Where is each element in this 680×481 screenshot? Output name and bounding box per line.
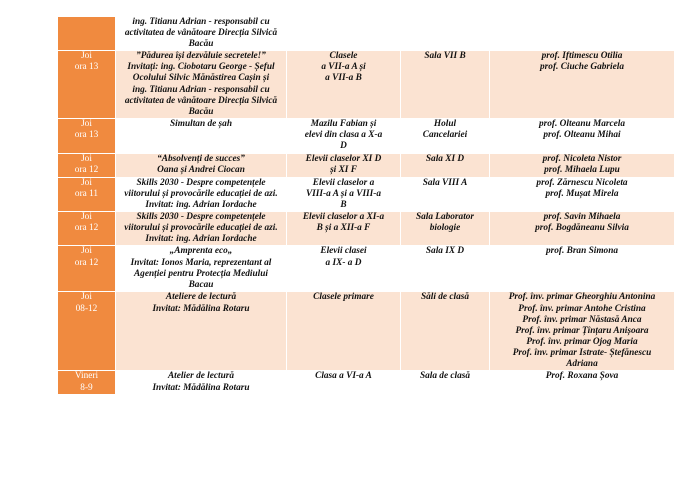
- cell-teachers: [490, 51, 675, 119]
- participants-line: B: [340, 200, 347, 211]
- cell-location: [401, 212, 490, 246]
- cell-teachers: [490, 17, 675, 51]
- teachers-line: prof. Bogdăneanu Silvia: [535, 223, 629, 234]
- cell-teachers: [490, 153, 675, 177]
- activity-line: Atelier de lectură: [167, 371, 235, 382]
- cell-activity: [116, 292, 287, 371]
- teachers-line: prof. Olteanu Mihai: [543, 129, 621, 140]
- cell-teachers: [490, 177, 675, 211]
- activity-line: Bacău: [188, 39, 214, 50]
- when-line: Joi: [81, 51, 92, 62]
- activity-line: Skills 2030 - Despre competențele: [136, 212, 266, 223]
- participants-line: Mazilu Fabian și: [310, 118, 377, 129]
- participants-line: Clasa a VI-a A: [315, 371, 372, 382]
- teachers-line: prof. Bran Simona: [545, 246, 619, 257]
- activity-line: “Absolvenți de succes”: [157, 153, 245, 164]
- cell-participants: [287, 371, 401, 395]
- teachers-line: prof. Mușat Mirela: [545, 188, 619, 199]
- activity-line: Ateliere de lectură: [165, 292, 237, 303]
- cell-participants: [287, 212, 401, 246]
- teachers-line: prof. Olteanu Marcela: [539, 118, 625, 129]
- cell-activity: [116, 246, 287, 292]
- activity-line: „Amprenta eco„: [169, 246, 233, 257]
- cell-when: [58, 118, 116, 153]
- cell-location: [401, 371, 490, 395]
- teachers-line: prof. Ciuche Gabriela: [540, 62, 624, 73]
- when-line: ora 12: [74, 164, 99, 175]
- location-line: Cancelariei: [422, 129, 468, 140]
- teachers-line: Prof. înv. primar Năstasă Anca: [522, 314, 642, 325]
- cell-location: [401, 51, 490, 119]
- activity-line: viitorului și provocările educației de azi.: [124, 223, 278, 234]
- cell-when: [58, 51, 116, 119]
- participants-line: Elevii claselor a: [312, 177, 375, 188]
- participants-line: și XI F: [330, 164, 357, 175]
- teachers-line: Prof. Roxana Șova: [545, 371, 619, 382]
- location-line: Sala XI D: [425, 153, 465, 164]
- activity-line: Simultan de șah: [169, 118, 232, 129]
- cell-participants: [287, 153, 401, 177]
- table-row: [58, 246, 675, 292]
- when-line: ora 12: [74, 223, 99, 234]
- activity-line: ing. Titianu Adrian - responsabil cu: [132, 17, 270, 27]
- participants-line: Clasele: [329, 51, 358, 62]
- cell-location: [401, 246, 490, 292]
- activity-line: Invitat: Mădălina Rotaru: [152, 382, 250, 393]
- participants-line: Clasele primare: [313, 292, 374, 303]
- participants-line: B și a XII-a F: [316, 223, 371, 234]
- participants-line: elevi din clasa a X-a: [304, 129, 383, 140]
- table-row: [58, 292, 675, 371]
- when-line: ora 13: [74, 129, 99, 140]
- when-line: ora 11: [74, 188, 99, 199]
- teachers-line: Prof. înv. primar Țînțaru Anișoara: [515, 325, 649, 336]
- participants-line: Elevii claselor a XI-a: [302, 212, 385, 223]
- cell-participants: [287, 246, 401, 292]
- cell-activity: [116, 17, 287, 51]
- when-line: Joi: [81, 177, 92, 188]
- activity-line: Invitat: Mădălina Rotaru: [152, 303, 250, 314]
- cell-teachers: [490, 246, 675, 292]
- when-line: Joi: [81, 118, 92, 129]
- activity-schedule-table: [57, 16, 675, 395]
- activity-line: Bacau: [188, 279, 214, 290]
- location-line: Sala Laborator: [415, 212, 475, 223]
- location-line: Sala IX D: [425, 246, 465, 257]
- table-row: [58, 177, 675, 211]
- teachers-line: prof. Nicoleta Nistor: [542, 153, 622, 164]
- cell-location: [401, 118, 490, 153]
- cell-participants: [287, 118, 401, 153]
- teachers-line: prof. Mihaela Lupu: [544, 164, 620, 175]
- activity-line: Invitat: ing. Adrian Iordache: [145, 234, 257, 245]
- participants-line: a VII-a A și: [321, 62, 366, 73]
- cell-participants: [287, 17, 401, 51]
- when-line: Joi: [81, 292, 92, 303]
- when-line: 08-12: [75, 303, 98, 314]
- cell-participants: [287, 292, 401, 371]
- location-line: Holul: [433, 118, 457, 129]
- teachers-line: Prof. înv. primar Ojog Maria: [526, 336, 638, 347]
- when-line: Joi: [81, 153, 92, 164]
- activity-line: ing. Titianu Adrian - responsabil cu: [132, 84, 270, 95]
- cell-when: [58, 292, 116, 371]
- participants-line: VIII-a A și a VIII-a: [305, 188, 382, 199]
- activity-line: Invitat: ing. Adrian Iordache: [145, 200, 257, 211]
- cell-when: [58, 17, 116, 51]
- teachers-line: prof. Zărnescu Nicoleta: [536, 177, 628, 188]
- teachers-line: Adriana: [566, 358, 598, 369]
- cell-when: [58, 212, 116, 246]
- activity-line: Skills 2030 - Despre competențele: [136, 177, 266, 188]
- location-line: Sala VII B: [424, 51, 466, 62]
- activity-line: Invitat: Ionos Maria, reprezentant al: [130, 257, 272, 268]
- activity-line: ”Pădurea își dezvăluie secretele!”: [136, 51, 266, 62]
- location-line: Sala VIII A: [422, 177, 468, 188]
- teachers-line: Prof. înv. primar Gheorghiu Antonina: [508, 292, 656, 303]
- table-row: [58, 118, 675, 153]
- cell-teachers: [490, 118, 675, 153]
- table-row: [58, 212, 675, 246]
- activity-line: viitorului și provocările educației de azi.: [124, 188, 278, 199]
- activity-line: Invitați: ing. Ciobotaru George - Șeful: [127, 62, 275, 73]
- cell-teachers: [490, 371, 675, 395]
- cell-activity: [116, 153, 287, 177]
- cell-activity: [116, 51, 287, 119]
- cell-when: [58, 153, 116, 177]
- teachers-line: prof. Savin Mihaela: [543, 212, 621, 223]
- location-line: Săli de clasă: [420, 292, 470, 303]
- teachers-line: Prof. înv. primar Antohe Cristina: [518, 303, 646, 314]
- cell-location: [401, 292, 490, 371]
- cell-when: [58, 246, 116, 292]
- cell-teachers: [490, 292, 675, 371]
- location-line: biologie: [429, 223, 461, 234]
- participants-line: Elevii clasei: [320, 246, 367, 257]
- cell-when: [58, 177, 116, 211]
- cell-when: [58, 371, 116, 395]
- cell-location: [401, 153, 490, 177]
- table-row: [58, 153, 675, 177]
- table-row: [58, 371, 675, 395]
- participants-line: a IX- a D: [325, 257, 362, 268]
- teachers-line: prof. Iftimescu Otilia: [541, 51, 623, 62]
- activity-line: Oana și Andrei Ciocan: [157, 164, 245, 175]
- location-line: Sala de clasă: [419, 371, 471, 382]
- when-line: Vineri: [74, 371, 99, 382]
- participants-line: a VII-a B: [325, 73, 362, 84]
- when-line: Joi: [81, 212, 92, 223]
- when-line: ora 12: [74, 257, 99, 268]
- activity-line: activitatea de vânătoare Direcția Silvică: [124, 28, 278, 39]
- cell-location: [401, 177, 490, 211]
- teachers-line: Prof. înv. primar Istrate- Ștefănescu: [512, 347, 652, 358]
- table-row: [58, 17, 675, 51]
- cell-participants: [287, 177, 401, 211]
- cell-teachers: [490, 212, 675, 246]
- activity-line: Bacău: [188, 106, 214, 117]
- activity-line: Agenției pentru Protecția Mediului: [133, 268, 269, 279]
- cell-activity: [116, 371, 287, 395]
- when-line: ora 13: [74, 62, 99, 73]
- cell-activity: [116, 177, 287, 211]
- cell-activity: [116, 212, 287, 246]
- table-row: [58, 51, 675, 119]
- when-line: 8-9: [80, 382, 93, 393]
- when-line: Joi: [81, 246, 92, 257]
- activity-line: activitatea de vânătoare Direcția Silvică: [124, 95, 278, 106]
- cell-participants: [287, 51, 401, 119]
- cell-activity: [116, 118, 287, 153]
- participants-line: D: [340, 141, 347, 152]
- participants-line: Elevii claselor XI D: [305, 153, 382, 164]
- activity-line: Ocolului Silvic Mănăstirea Cașin și: [132, 73, 270, 84]
- cell-location: [401, 17, 490, 51]
